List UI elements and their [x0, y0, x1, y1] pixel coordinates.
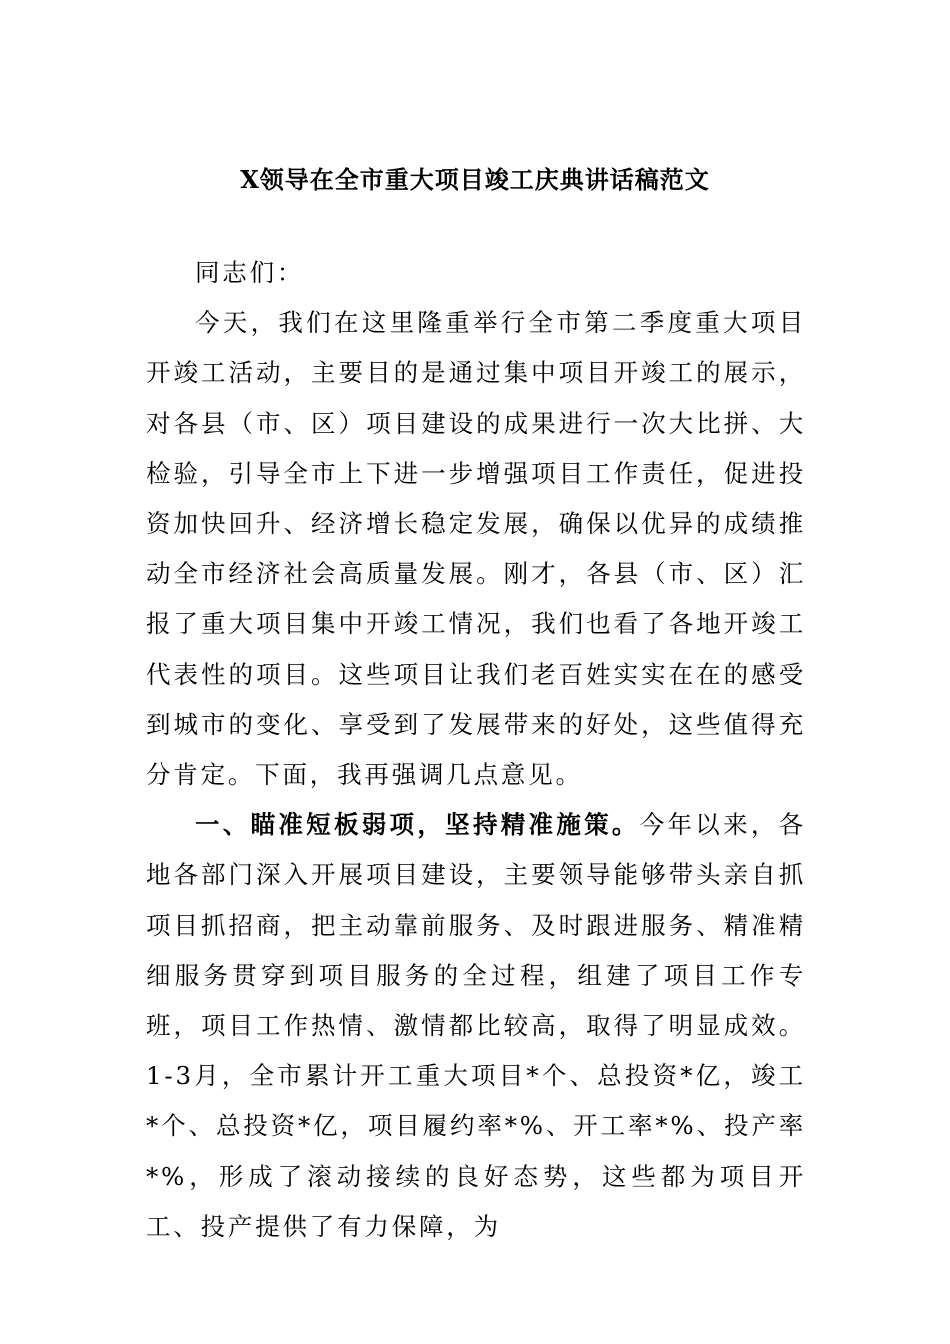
section-one-text: 今年以来，各地各部门深入开展项目建设，主要领导能够带头亲自抓项目抓招商，把主动靠前服务、及时跟进服务、精准精细服务贯穿到项目服务的全过程，组建了项目工作专班，项目工作热情、激情都比较高，取得了明显成效。1-3月，全市累计开工重大项目*个、总投资*亿，竣工*个、总投资*亿，项目履约率*%、开工率*%、投产率*%，形成了滚动接续的良好态势，这些都为项目开工、投产提供了有力保障，为 [146, 810, 806, 1241]
document-body [146, 248, 806, 1252]
paragraph-intro: 今天，我们在这里隆重举行全市第二季度重大项目开竣工活动，主要目的是通过集中项目开竣工的展示，对各县（市、区）项目建设的成果进行一次大比拼、大检验，引导全市上下进一步增强项目工作责任，促进投资加快回升、经济增长稳定发展，确保以优异的成绩推动全市经济社会高质量发展。刚才，各县（市、区）汇报了重大项目集中开竣工情况，我们也看了各地开竣工代表性的项目。这些项目让我们老百姓实实在在的感受到城市的变化、享受到了发展带来的好处，这些值得充分肯定。下面，我再强调几点意见。 [146, 308, 806, 790]
greeting: 同志们： [195, 258, 305, 287]
document-title: X领导在全市重大项目竣工庆典讲话稿范文 [240, 165, 710, 194]
section-one-heading: 一、瞄准短板弱项，坚持精准施策。 [195, 810, 640, 840]
paragraph-section-one [146, 800, 806, 1252]
